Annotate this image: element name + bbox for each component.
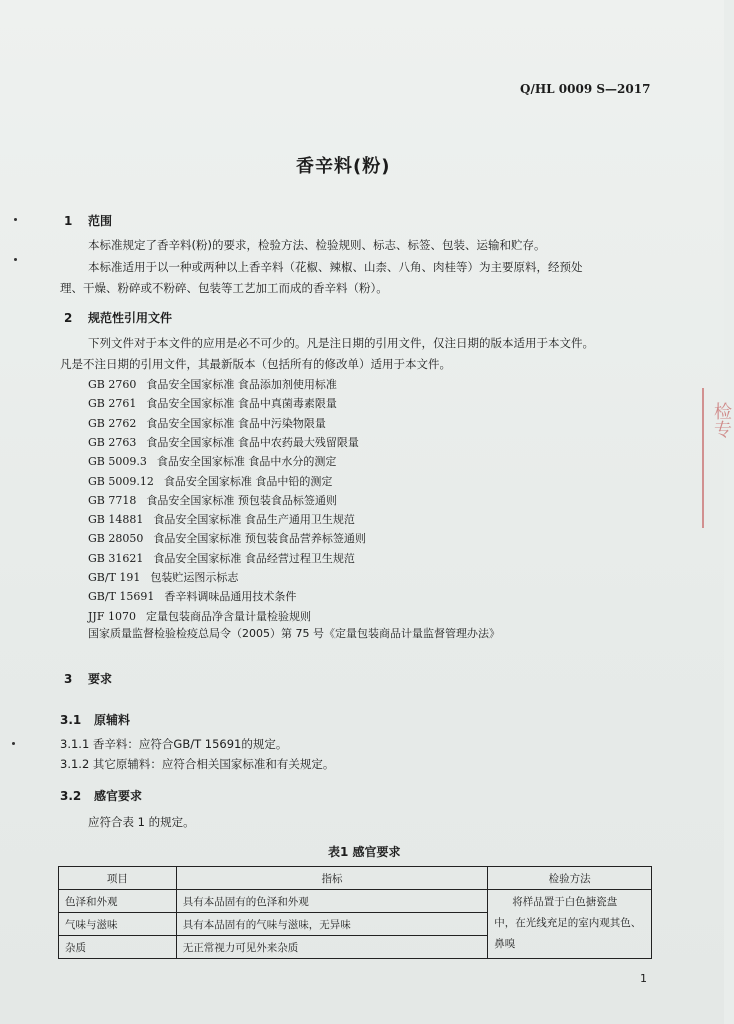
table-cell: 具有本品固有的气味与滋味，无异味 [176, 913, 487, 936]
reference-title: 食品安全国家标准 食品中真菌毒素限量 [146, 397, 337, 411]
method-line: 将样品置于白色搪瓷盘 [512, 896, 618, 908]
reference-code: GB 2763 [88, 435, 137, 449]
reference-title: 食品安全国家标准 食品经营过程卫生规范 [153, 551, 355, 565]
table-cell: 气味与滋味 [59, 913, 177, 936]
reference-item [88, 453, 336, 469]
reference-item [88, 569, 238, 585]
reference-title: 食品安全国家标准 食品生产通用卫生规范 [153, 513, 355, 527]
reference-title: 食品安全国家标准 食品添加剂使用标准 [146, 378, 337, 391]
reference-code: GB 5009.12 [88, 474, 154, 488]
reference-code: GB 7718 [88, 493, 137, 507]
reference-item [88, 550, 355, 566]
reference-item [88, 376, 337, 392]
table-cell: 杂质 [59, 936, 177, 959]
reference-title: 食品安全国家标准 预包装食品标签通则 [146, 493, 337, 507]
method-cell [488, 890, 652, 959]
section-heading: 1 范围 [64, 214, 113, 228]
reference-title: 食品安全国家标准 食品中农药最大残留限量 [146, 435, 359, 449]
table-header-cell: 项目 [59, 867, 177, 890]
reference-title: 食品安全国家标准 食品中铅的测定 [163, 474, 333, 488]
reference-item [88, 530, 366, 546]
standard-code: Q/HL 0009 S—2017 [520, 82, 651, 96]
section-heading: 3 要求 [64, 672, 113, 686]
table-header-cell: 指标 [176, 867, 487, 890]
paragraph: 应符合表 1 的规定。 [88, 815, 195, 829]
reference-item [88, 473, 332, 489]
paragraph: 本标准规定了香辛料(粉)的要求，检验方法、检验规则、标志、标签、包装、运输和贮存。 [88, 238, 546, 252]
reference-title: 食品安全国家标准 预包装食品营养标签通则 [153, 532, 366, 546]
section-heading: 2 规范性引用文件 [64, 311, 173, 325]
paragraph: 下列文件对于本文件的应用是必不可少的。凡是注日期的引用文件，仅注日期的版本适用于本文件。 [88, 336, 594, 350]
clause: 3.1.2 其它原辅料：应符合相关国家标准和有关规定。 [60, 757, 335, 771]
scan-mark [14, 258, 17, 261]
reference-code: GB 31621 [88, 551, 144, 565]
reference-item [88, 608, 311, 624]
stamp-char: 检专 [711, 402, 732, 438]
reference-code: GB 28050 [88, 532, 144, 546]
reference-item [88, 511, 355, 527]
reference-code: GB/T 191 [88, 571, 141, 584]
reference-item [88, 415, 326, 431]
reference-title: 食品安全国家标准 食品中水分的测定 [156, 455, 337, 469]
paragraph: 理、干燥、粉碎或不粉碎、包装等工艺加工而成的香辛料（粉）。 [60, 281, 388, 295]
reference-code: GB/T 15691 [88, 590, 155, 604]
method-line: 中，在光线充足的室内观其色、 [494, 917, 642, 929]
reference-item [88, 434, 359, 450]
paragraph: 本标准适用于以一种或两种以上香辛料（花椒、辣椒、山柰、八角、肉桂等）为主要原料，经预处 [88, 260, 583, 274]
reference-title: 香辛料调味品通用技术条件 [164, 590, 297, 604]
reference-code: GB 2761 [88, 397, 137, 411]
reference-code: GB 2762 [88, 416, 137, 430]
page-number: 1 [640, 972, 647, 985]
decree-reference: 国家质量监督检验检疫总局令（2005）第 75 号《定量包装商品计量监督管理办法》 [88, 627, 500, 640]
reference-code: GB 5009.3 [88, 455, 147, 469]
table-header-cell: 检验方法 [488, 867, 652, 890]
reference-code: GB 14881 [88, 513, 144, 527]
table-title: 表1 感官要求 [328, 845, 401, 859]
scan-mark [12, 742, 15, 745]
reference-item [88, 492, 337, 508]
reference-title: 食品安全国家标准 食品中污染物限量 [146, 416, 326, 430]
paragraph: 凡是不注日期的引用文件，其最新版本（包括所有的修改单）适用于本文件。 [60, 357, 451, 371]
reference-code: GB 2760 [88, 378, 137, 391]
reference-item [88, 395, 337, 411]
scan-mark [14, 218, 17, 221]
reference-item [88, 588, 296, 604]
table-header-row [59, 867, 652, 890]
subsection-heading: 3.2 感官要求 [60, 789, 143, 803]
table-cell: 具有本品固有的色泽和外观 [176, 890, 487, 913]
method-line: 鼻嗅 [494, 938, 516, 950]
table-row [59, 890, 652, 913]
table-cell: 色泽和外观 [59, 890, 177, 913]
sensory-requirements-table [58, 866, 652, 959]
clause: 3.1.1 香辛料：应符合GB/T 15691的规定。 [60, 737, 288, 751]
reference-title: 定量包装商品净含量计量检验规则 [145, 609, 311, 623]
document-title: 香辛料(粉) [296, 156, 391, 177]
reference-title: 包装贮运图示标志 [150, 571, 239, 584]
red-stamp-edge [702, 388, 732, 528]
table-cell: 无正常视力可见外来杂质 [176, 936, 487, 959]
subsection-heading: 3.1 原辅料 [60, 713, 131, 727]
reference-code: JJF 1070 [88, 609, 136, 623]
